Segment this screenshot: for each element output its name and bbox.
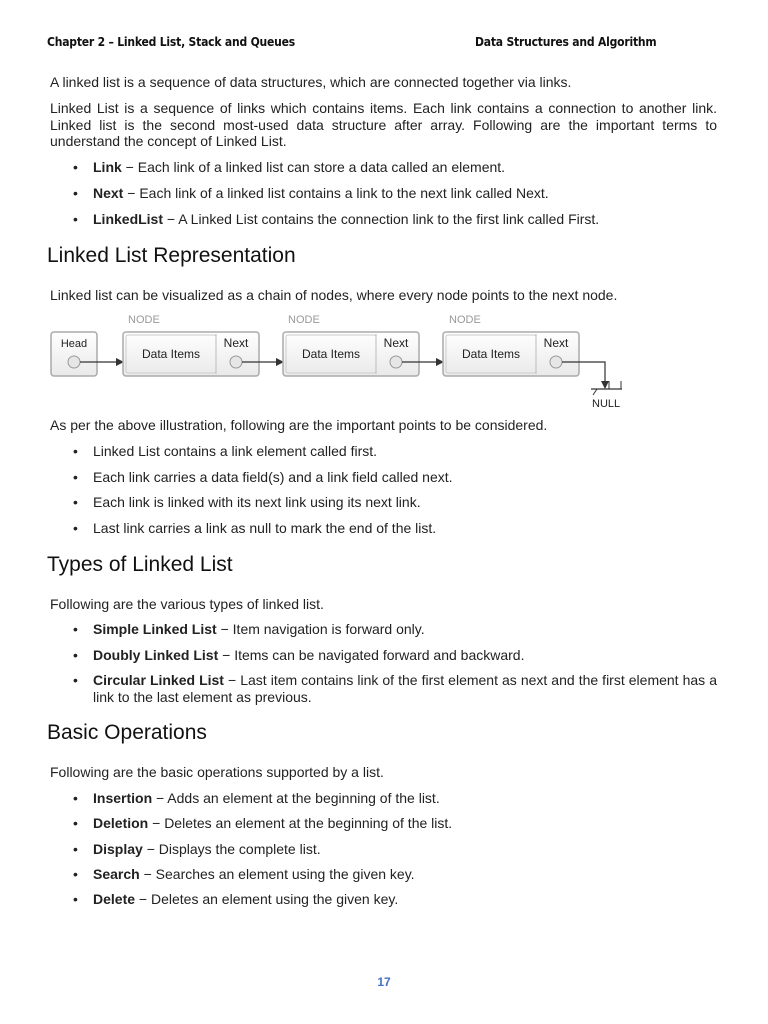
list-item: • Search − Searches an element using the given key. xyxy=(73,866,415,882)
running-header-chapter: Chapter 2 – Linked List, Stack and Queues xyxy=(47,35,295,49)
data-items-label: Data Items xyxy=(141,347,201,361)
running-header-book: Data Structures and Algorithm xyxy=(475,35,657,49)
linked-list-diagram xyxy=(0,0,768,420)
data-items-label: Data Items xyxy=(461,347,521,361)
intro-paragraph-1: A linked list is a sequence of data structures, which are connected together via links. xyxy=(50,74,572,90)
bullet-icon: • xyxy=(73,672,78,688)
next-label: Next xyxy=(223,336,249,350)
bullet-icon: • xyxy=(73,790,78,806)
list-item: • Each link is linked with its next link using its next link. xyxy=(73,494,421,510)
bullet-icon: • xyxy=(73,211,78,227)
list-item: • Next − Each link of a linked list contains a link to the next link called Next. xyxy=(73,185,549,201)
node-2 xyxy=(283,314,419,376)
bullet-icon: • xyxy=(73,815,78,831)
list-item: • Each link carries a data field(s) and a link field called next. xyxy=(73,469,453,485)
node-3 xyxy=(443,314,579,376)
bullet-icon: • xyxy=(73,647,78,663)
bullet-icon: • xyxy=(73,494,78,510)
list-item: • Simple Linked List − Item navigation is forward only. xyxy=(73,621,425,637)
list-item: • Last link carries a link as null to mark the end of the list. xyxy=(73,520,437,536)
null-label: NULL xyxy=(592,398,621,410)
list-item: • Delete − Deletes an element using the given key. xyxy=(73,891,399,907)
representation-paragraph-1: Linked list can be visualized as a chain of nodes, where every node points to the next node. xyxy=(50,287,618,303)
operations-paragraph: Following are the basic operations supported by a list. xyxy=(50,764,384,780)
section-heading-representation: Linked List Representation xyxy=(47,244,296,267)
head-box xyxy=(51,332,97,376)
bullet-icon: • xyxy=(73,841,78,857)
head-label: Head xyxy=(60,338,88,350)
bullet-icon: • xyxy=(73,159,78,175)
list-item: • Display − Displays the complete list. xyxy=(73,841,321,857)
node-label: NODE xyxy=(128,314,160,326)
list-item: • Linked List contains a link element called first. xyxy=(73,443,378,459)
node-label: NODE xyxy=(288,314,320,326)
bullet-icon: • xyxy=(73,185,78,201)
intro-paragraph-2: Linked List is a sequence of links which contains items. Each link contains a connection to another link. Linked list is the second most-used data structure after array. Following are the important terms to understand the concept of Linked List. xyxy=(50,100,717,149)
bullet-icon: • xyxy=(73,621,78,637)
list-item: • Circular Linked List − Last item contains link of the first element as next and the first element has a link to the last element as previous. xyxy=(73,672,717,705)
next-label: Next xyxy=(543,336,569,350)
list-item: • Insertion − Adds an element at the beginning of the list. xyxy=(73,790,440,806)
section-heading-types: Types of Linked List xyxy=(47,553,233,576)
bullet-icon: • xyxy=(73,469,78,485)
section-heading-operations: Basic Operations xyxy=(47,721,207,744)
list-item: • LinkedList − A Linked List contains the connection link to the first link called First. xyxy=(73,211,600,227)
bullet-icon: • xyxy=(73,443,78,459)
representation-paragraph-2: As per the above illustration, following are the important points to be considered. xyxy=(50,417,548,433)
node-label: NODE xyxy=(449,314,481,326)
page-number: 17 xyxy=(377,975,391,989)
bullet-icon: • xyxy=(73,891,78,907)
data-items-label: Data Items xyxy=(301,347,361,361)
bullet-icon: • xyxy=(73,866,78,882)
bullet-icon: • xyxy=(73,520,78,536)
list-item: • Link − Each link of a linked list can store a data called an element. xyxy=(73,159,506,175)
types-paragraph: Following are the various types of linked list. xyxy=(50,596,324,612)
node-1 xyxy=(123,314,259,376)
list-item: • Deletion − Deletes an element at the beginning of the list. xyxy=(73,815,453,831)
next-label: Next xyxy=(383,336,409,350)
list-item: • Doubly Linked List − Items can be navigated forward and backward. xyxy=(73,647,525,663)
